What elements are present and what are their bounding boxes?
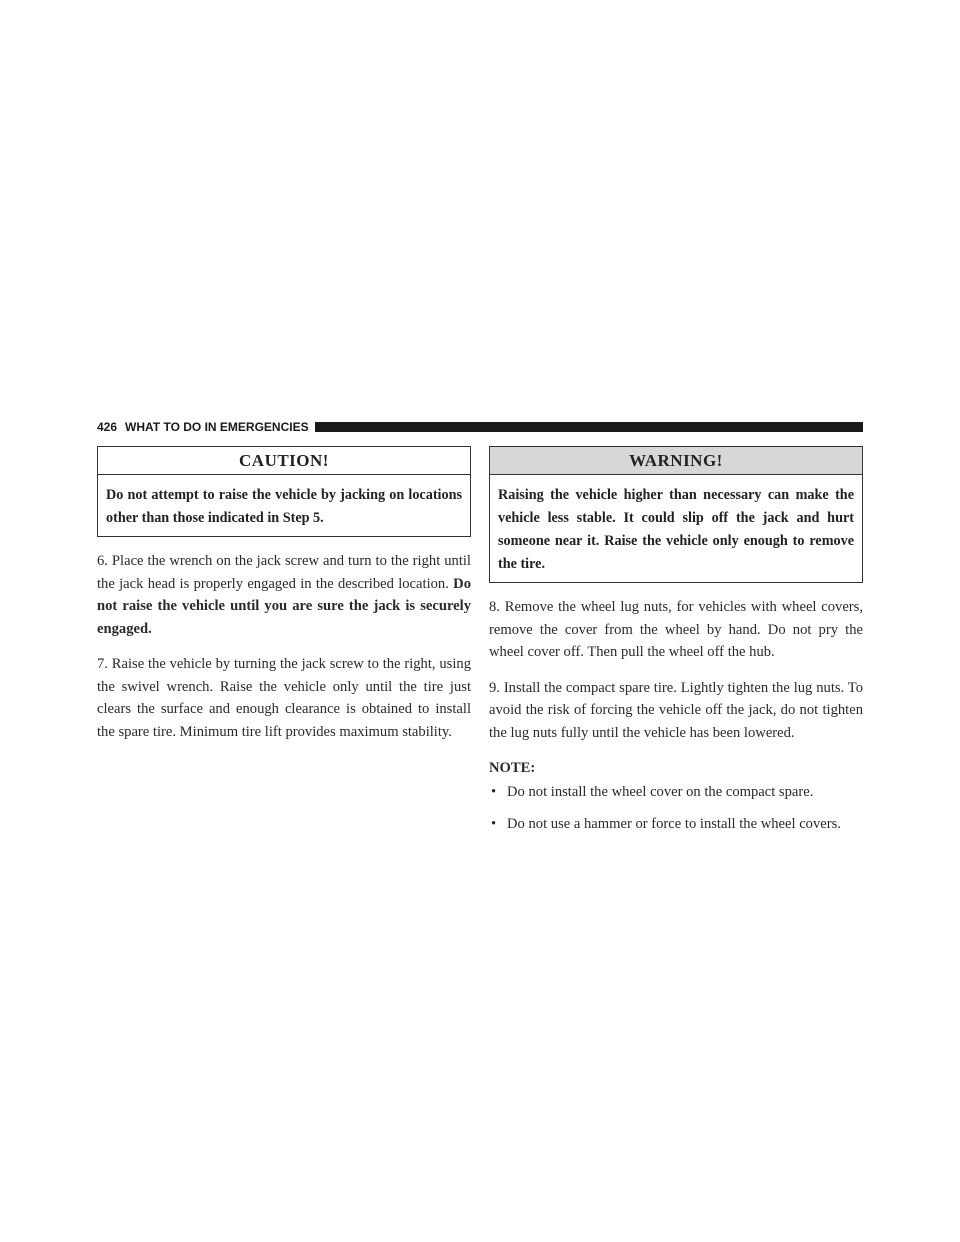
step-7: 7. Raise the vehicle by turning the jack screw to the right, using the swivel wrench. Raise the vehicle only until the tire just clears the surface and enough clearance is obtained to install the spare tire. Minimum tire lift provides maximum stability. [97, 656, 471, 740]
warning-box [489, 446, 863, 583]
page-header [97, 418, 863, 436]
step-6-bold: Do not raise the vehicle until you are sure the jack is securely engaged. [97, 575, 471, 637]
right-column [489, 446, 863, 844]
caution-text: Do not attempt to raise the vehicle by jacking on locations other than those indicated in Step 5. [106, 487, 462, 526]
note-item-text: Do not install the wheel cover on the compact spare. [507, 784, 814, 800]
step-6 [97, 550, 471, 640]
header-rule [315, 422, 863, 432]
bullet-dot: • [491, 815, 497, 832]
warning-text: Raising the vehicle higher than necessary can make the vehicle less stable. It could slip off the jack and hurt someone near it. Raise the vehicle only enough to remove the tire. [498, 487, 854, 572]
page-number: 426 [97, 420, 118, 434]
step-8: 8. Remove the wheel lug nuts, for vehicles with wheel covers, remove the cover from the wheel by hand. Do not pry the wheel cover off. Then pull the wheel off the hub. [489, 599, 863, 660]
left-column [97, 446, 471, 743]
caution-box [97, 446, 471, 537]
bullet-dot: • [491, 784, 497, 800]
note-item [489, 781, 863, 804]
step-9: 9. Install the compact spare tire. Lightly tighten the lug nuts. To avoid the risk of forcing the vehicle off the jack, do not tighten the lug nuts fully until the vehicle has been lowered. [489, 679, 863, 741]
caution-title: CAUTION! [98, 447, 470, 475]
step-6-text: 6. Place the wrench on the jack screw and turn to the right until the jack head is properly engaged in the described location. [97, 553, 471, 592]
note-label: NOTE: [489, 760, 536, 776]
note-item [489, 813, 863, 836]
note-list [489, 781, 863, 835]
warning-title: WARNING! [490, 447, 862, 475]
section-title: WHAT TO DO IN EMERGENCIES [125, 420, 309, 434]
note-item-text: Do not use a hammer or force to install the wheel covers. [507, 815, 841, 832]
